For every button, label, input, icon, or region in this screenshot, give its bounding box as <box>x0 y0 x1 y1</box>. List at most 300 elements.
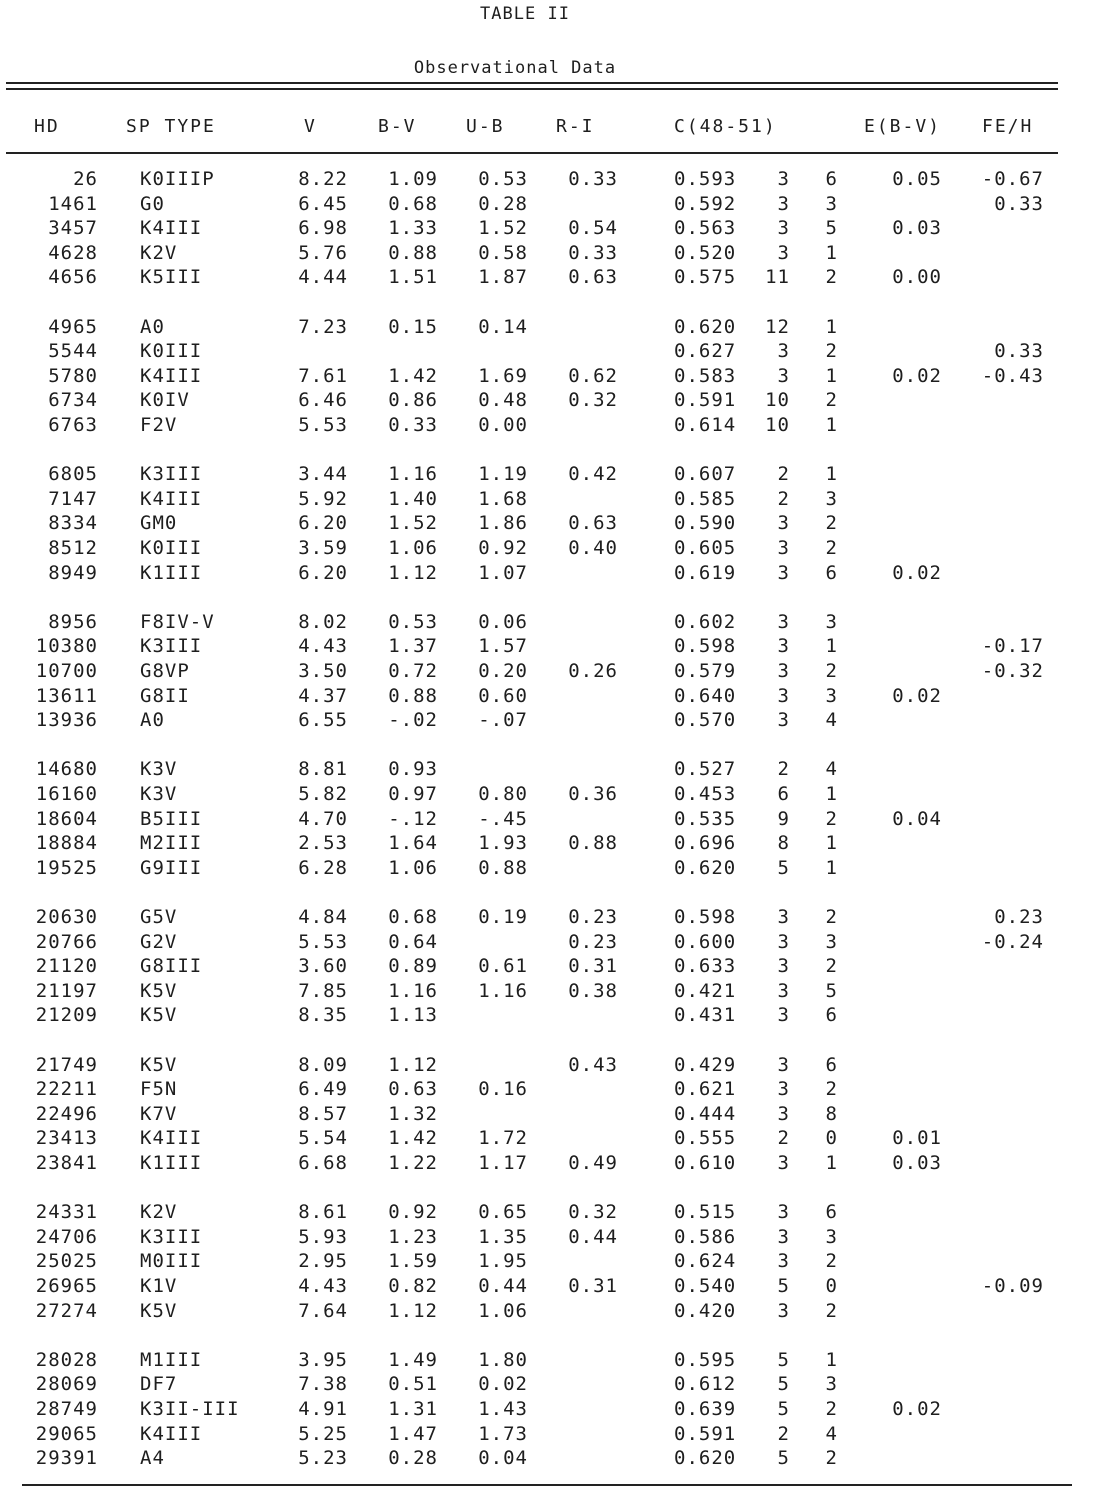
cell-c48-51: 0.591 <box>674 389 737 412</box>
cell-n2: 2 <box>825 1447 838 1470</box>
cell-sp-type: K4III <box>140 487 203 510</box>
cell-hd: 22211 <box>35 1078 98 1101</box>
bottom-rule <box>22 1484 1072 1486</box>
cell-hd: 8949 <box>48 561 98 584</box>
cell-b-v: 1.52 <box>388 512 438 535</box>
table-title: TABLE II <box>480 4 570 24</box>
cell-b-v: 1.23 <box>388 1225 438 1248</box>
cell-sp-type: K3III <box>140 635 203 658</box>
cell-hd: 22496 <box>35 1102 98 1125</box>
cell-b-v: 1.37 <box>388 635 438 658</box>
cell-sp-type: K4III <box>140 1127 203 1150</box>
cell-n2: 1 <box>825 856 838 879</box>
cell-v: 7.64 <box>298 1299 348 1322</box>
table-row <box>0 365 1100 389</box>
cell-v: 5.54 <box>298 1127 348 1150</box>
table-row <box>0 1423 1100 1447</box>
header-c48-51: C(48-51) <box>674 116 777 137</box>
cell-v: 6.68 <box>298 1152 348 1174</box>
cell-n1: 3 <box>777 1152 790 1174</box>
cell-n1: 3 <box>777 192 790 215</box>
cell-sp-type: K0III <box>140 537 203 559</box>
table-row <box>0 660 1100 684</box>
cell-c48-51: 0.555 <box>674 1127 737 1150</box>
cell-b-v: 0.68 <box>388 906 438 928</box>
table-row <box>0 685 1100 709</box>
cell-u-b: 1.95 <box>478 1250 528 1273</box>
cell-v: 7.61 <box>298 364 348 387</box>
cell-v: 5.53 <box>298 930 348 953</box>
cell-n2: 3 <box>825 684 838 707</box>
cell-sp-type: K0IV <box>140 389 190 412</box>
cell-n1: 5 <box>777 1373 790 1396</box>
cell-c48-51: 0.520 <box>674 241 737 264</box>
cell-sp-type: K3V <box>140 758 178 781</box>
cell-n1: 3 <box>777 610 790 633</box>
cell-n1: 5 <box>777 1398 790 1420</box>
cell-n2: 3 <box>825 192 838 215</box>
cell-v: 3.50 <box>298 660 348 682</box>
cell-r-i: 0.88 <box>568 832 618 855</box>
cell-c48-51: 0.605 <box>674 537 737 559</box>
cell-v: 5.82 <box>298 783 348 805</box>
header-u-b: U-B <box>466 116 505 137</box>
cell-n2: 3 <box>825 487 838 510</box>
cell-r-i: 0.38 <box>568 979 618 1002</box>
cell-r-i: 0.23 <box>568 930 618 953</box>
cell-r-i: 0.62 <box>568 364 618 387</box>
header-fe-h: FE/H <box>982 116 1034 137</box>
cell-b-v: 1.47 <box>388 1422 438 1445</box>
cell-r-i: 0.31 <box>568 1275 618 1297</box>
cell-n1: 3 <box>777 340 790 363</box>
cell-c48-51: 0.583 <box>674 364 737 387</box>
cell-n2: 4 <box>825 1422 838 1445</box>
cell-c48-51: 0.453 <box>674 783 737 805</box>
cell-fe-h: 0.33 <box>994 340 1044 363</box>
cell-fe-h: -0.67 <box>981 168 1044 190</box>
cell-u-b: 1.68 <box>478 487 528 510</box>
table-row <box>0 611 1100 635</box>
cell-r-i: 0.33 <box>568 241 618 264</box>
cell-n1: 9 <box>777 807 790 830</box>
cell-hd: 4965 <box>48 315 98 338</box>
cell-r-i: 0.36 <box>568 783 618 805</box>
cell-v: 6.46 <box>298 389 348 412</box>
cell-sp-type: K1III <box>140 1152 203 1174</box>
cell-u-b: 1.06 <box>478 1299 528 1322</box>
cell-sp-type: K0III <box>140 340 203 363</box>
cell-fe-h: -0.09 <box>981 1275 1044 1297</box>
cell-c48-51: 0.563 <box>674 217 737 240</box>
cell-n2: 2 <box>825 512 838 535</box>
cell-hd: 24331 <box>35 1201 98 1224</box>
cell-c48-51: 0.586 <box>674 1225 737 1248</box>
cell-c48-51: 0.515 <box>674 1201 737 1224</box>
cell-b-v: 0.51 <box>388 1373 438 1396</box>
cell-fe-h: 0.23 <box>994 906 1044 928</box>
cell-sp-type: K5V <box>140 1299 178 1322</box>
cell-n1: 5 <box>777 1275 790 1297</box>
table-row <box>0 168 1100 192</box>
cell-n1: 3 <box>777 1201 790 1224</box>
cell-n2: 6 <box>825 1004 838 1027</box>
cell-n2: 1 <box>825 315 838 338</box>
cell-hd: 28069 <box>35 1373 98 1396</box>
cell-n2: 4 <box>825 709 838 732</box>
cell-sp-type: G8VP <box>140 660 190 682</box>
cell-hd: 28749 <box>35 1398 98 1420</box>
header-e-b-v: E(B-V) <box>864 116 942 137</box>
cell-b-v: 1.22 <box>388 1152 438 1174</box>
cell-r-i: 0.40 <box>568 537 618 559</box>
cell-b-v: 0.64 <box>388 930 438 953</box>
cell-v: 3.59 <box>298 537 348 559</box>
cell-sp-type: K4III <box>140 1422 203 1445</box>
cell-c48-51: 0.614 <box>674 414 737 436</box>
cell-sp-type: G8II <box>140 684 190 707</box>
cell-c48-51: 0.639 <box>674 1398 737 1420</box>
cell-n1: 5 <box>777 1348 790 1371</box>
cell-n1: 3 <box>777 168 790 190</box>
cell-n1: 3 <box>777 660 790 682</box>
cell-hd: 8512 <box>48 537 98 559</box>
cell-v: 7.23 <box>298 315 348 338</box>
cell-sp-type: G9III <box>140 856 203 879</box>
table-row <box>0 1398 1100 1422</box>
table-row <box>0 1004 1100 1028</box>
cell-v: 6.49 <box>298 1078 348 1101</box>
header-hd: HD <box>34 116 60 137</box>
cell-hd: 21749 <box>35 1053 98 1076</box>
cell-e-b-v: 0.05 <box>892 168 942 190</box>
cell-hd: 10700 <box>35 660 98 682</box>
cell-r-i: 0.32 <box>568 389 618 412</box>
cell-hd: 3457 <box>48 217 98 240</box>
cell-sp-type: F8IV-V <box>140 610 215 633</box>
cell-r-i: 0.42 <box>568 463 618 486</box>
cell-r-i: 0.63 <box>568 512 618 535</box>
cell-v: 4.84 <box>298 906 348 928</box>
cell-n1: 3 <box>777 364 790 387</box>
cell-v: 8.02 <box>298 610 348 633</box>
cell-hd: 26 <box>73 168 98 190</box>
cell-sp-type: G2V <box>140 930 178 953</box>
cell-b-v: 0.28 <box>388 1447 438 1470</box>
cell-u-b: 0.48 <box>478 389 528 412</box>
cell-u-b: -.45 <box>478 807 528 830</box>
cell-hd: 29391 <box>35 1447 98 1470</box>
cell-sp-type: F5N <box>140 1078 178 1101</box>
cell-b-v: 1.51 <box>388 266 438 289</box>
cell-e-b-v: 0.04 <box>892 807 942 830</box>
cell-n1: 3 <box>777 241 790 264</box>
table-row <box>0 562 1100 586</box>
cell-b-v: 0.82 <box>388 1275 438 1297</box>
cell-v: 5.53 <box>298 414 348 436</box>
cell-u-b: 1.17 <box>478 1152 528 1174</box>
cell-sp-type: DF7 <box>140 1373 178 1396</box>
cell-sp-type: A4 <box>140 1447 165 1470</box>
cell-b-v: 0.86 <box>388 389 438 412</box>
cell-u-b: -.07 <box>478 709 528 732</box>
table-row <box>0 783 1100 807</box>
cell-r-i: 0.31 <box>568 955 618 978</box>
header-r-i: R-I <box>556 116 595 137</box>
cell-fe-h: 0.33 <box>994 192 1044 215</box>
cell-c48-51: 0.600 <box>674 930 737 953</box>
table-row <box>0 758 1100 782</box>
cell-n2: 3 <box>825 1225 838 1248</box>
table-row <box>0 316 1100 340</box>
cell-hd: 8956 <box>48 610 98 633</box>
cell-c48-51: 0.575 <box>674 266 737 289</box>
cell-v: 8.57 <box>298 1102 348 1125</box>
cell-n1: 3 <box>777 1053 790 1076</box>
cell-n2: 1 <box>825 463 838 486</box>
cell-c48-51: 0.591 <box>674 1422 737 1445</box>
table-row <box>0 488 1100 512</box>
cell-n1: 3 <box>777 1004 790 1027</box>
cell-sp-type: A0 <box>140 709 165 732</box>
cell-v: 7.85 <box>298 979 348 1002</box>
cell-b-v: 1.59 <box>388 1250 438 1273</box>
table-row <box>0 1250 1100 1274</box>
cell-n2: 6 <box>825 561 838 584</box>
cell-n2: 8 <box>825 1102 838 1125</box>
cell-v: 8.09 <box>298 1053 348 1076</box>
cell-n2: 5 <box>825 217 838 240</box>
cell-hd: 24706 <box>35 1225 98 1248</box>
cell-v: 4.91 <box>298 1398 348 1420</box>
cell-n2: 6 <box>825 1053 838 1076</box>
cell-n1: 2 <box>777 1422 790 1445</box>
cell-b-v: 1.33 <box>388 217 438 240</box>
cell-e-b-v: 0.01 <box>892 1127 942 1150</box>
cell-c48-51: 0.612 <box>674 1373 737 1396</box>
cell-hd: 18604 <box>35 807 98 830</box>
cell-c48-51: 0.633 <box>674 955 737 978</box>
cell-v: 5.76 <box>298 241 348 264</box>
table-row <box>0 931 1100 955</box>
cell-c48-51: 0.619 <box>674 561 737 584</box>
cell-n2: 2 <box>825 1299 838 1322</box>
table-row <box>0 709 1100 733</box>
cell-n2: 1 <box>825 635 838 658</box>
cell-n2: 2 <box>825 660 838 682</box>
table-row <box>0 414 1100 438</box>
cell-hd: 21197 <box>35 979 98 1002</box>
cell-b-v: 1.32 <box>388 1102 438 1125</box>
cell-u-b: 1.19 <box>478 463 528 486</box>
cell-n2: 2 <box>825 1250 838 1273</box>
cell-n1: 2 <box>777 487 790 510</box>
cell-hd: 26965 <box>35 1275 98 1297</box>
cell-n2: 6 <box>825 168 838 190</box>
cell-n1: 2 <box>777 463 790 486</box>
cell-r-i: 0.23 <box>568 906 618 928</box>
cell-u-b: 1.93 <box>478 832 528 855</box>
cell-n2: 6 <box>825 1201 838 1224</box>
cell-c48-51: 0.590 <box>674 512 737 535</box>
cell-u-b: 1.69 <box>478 364 528 387</box>
cell-sp-type: K4III <box>140 364 203 387</box>
cell-sp-type: F2V <box>140 414 178 436</box>
cell-hd: 6734 <box>48 389 98 412</box>
table-row <box>0 1300 1100 1324</box>
table-row <box>0 955 1100 979</box>
cell-hd: 19525 <box>35 856 98 879</box>
cell-hd: 4656 <box>48 266 98 289</box>
cell-c48-51: 0.570 <box>674 709 737 732</box>
cell-sp-type: K3III <box>140 1225 203 1248</box>
cell-r-i: 0.32 <box>568 1201 618 1224</box>
cell-sp-type: K1III <box>140 561 203 584</box>
cell-n2: 2 <box>825 266 838 289</box>
cell-n2: 5 <box>825 979 838 1002</box>
cell-hd: 23413 <box>35 1127 98 1150</box>
cell-n2: 2 <box>825 340 838 363</box>
cell-e-b-v: 0.02 <box>892 364 942 387</box>
cell-hd: 20630 <box>35 906 98 928</box>
cell-c48-51: 0.431 <box>674 1004 737 1027</box>
table-row <box>0 1447 1100 1471</box>
cell-b-v: 0.33 <box>388 414 438 436</box>
table-row <box>0 980 1100 1004</box>
cell-v: 6.20 <box>298 561 348 584</box>
cell-b-v: 0.97 <box>388 783 438 805</box>
cell-n1: 11 <box>765 266 790 289</box>
cell-n2: 3 <box>825 1373 838 1396</box>
cell-c48-51: 0.627 <box>674 340 737 363</box>
cell-n2: 1 <box>825 364 838 387</box>
cell-c48-51: 0.585 <box>674 487 737 510</box>
cell-b-v: 1.42 <box>388 1127 438 1150</box>
cell-b-v: 0.68 <box>388 192 438 215</box>
cell-sp-type: K5V <box>140 1004 178 1027</box>
cell-v: 4.70 <box>298 807 348 830</box>
cell-c48-51: 0.602 <box>674 610 737 633</box>
cell-u-b: 0.02 <box>478 1373 528 1396</box>
cell-n2: 4 <box>825 758 838 781</box>
cell-c48-51: 0.421 <box>674 979 737 1002</box>
table-row <box>0 1078 1100 1102</box>
cell-sp-type: A0 <box>140 315 165 338</box>
cell-b-v: 1.12 <box>388 1299 438 1322</box>
cell-e-b-v: 0.03 <box>892 1152 942 1174</box>
cell-u-b: 1.72 <box>478 1127 528 1150</box>
cell-hd: 16160 <box>35 783 98 805</box>
cell-r-i: 0.26 <box>568 660 618 682</box>
cell-n2: 3 <box>825 930 838 953</box>
cell-v: 3.95 <box>298 1348 348 1371</box>
cell-c48-51: 0.535 <box>674 807 737 830</box>
cell-b-v: 0.93 <box>388 758 438 781</box>
cell-v: 6.28 <box>298 856 348 879</box>
cell-c48-51: 0.579 <box>674 660 737 682</box>
cell-c48-51: 0.620 <box>674 315 737 338</box>
cell-n1: 3 <box>777 955 790 978</box>
table-row <box>0 1152 1100 1176</box>
cell-v: 4.44 <box>298 266 348 289</box>
cell-v: 8.35 <box>298 1004 348 1027</box>
cell-v: 5.92 <box>298 487 348 510</box>
cell-sp-type: M0III <box>140 1250 203 1273</box>
cell-c48-51: 0.598 <box>674 635 737 658</box>
cell-hd: 5544 <box>48 340 98 363</box>
cell-sp-type: K7V <box>140 1102 178 1125</box>
cell-e-b-v: 0.00 <box>892 266 942 289</box>
cell-n1: 6 <box>777 783 790 805</box>
cell-v: 6.98 <box>298 217 348 240</box>
table-row <box>0 463 1100 487</box>
cell-u-b: 0.00 <box>478 414 528 436</box>
cell-hd: 5780 <box>48 364 98 387</box>
cell-n1: 3 <box>777 930 790 953</box>
cell-fe-h: -0.17 <box>981 635 1044 658</box>
cell-n1: 3 <box>777 537 790 559</box>
cell-n1: 8 <box>777 832 790 855</box>
table-row <box>0 1127 1100 1151</box>
table-row <box>0 266 1100 290</box>
cell-n1: 3 <box>777 906 790 928</box>
cell-hd: 8334 <box>48 512 98 535</box>
table-row <box>0 1373 1100 1397</box>
cell-hd: 4628 <box>48 241 98 264</box>
cell-r-i: 0.63 <box>568 266 618 289</box>
cell-n1: 3 <box>777 1102 790 1125</box>
cell-b-v: -.12 <box>388 807 438 830</box>
table-row <box>0 340 1100 364</box>
cell-u-b: 0.92 <box>478 537 528 559</box>
cell-b-v: 1.12 <box>388 561 438 584</box>
cell-sp-type: K5V <box>140 979 178 1002</box>
cell-b-v: 1.64 <box>388 832 438 855</box>
cell-c48-51: 0.540 <box>674 1275 737 1297</box>
cell-v: 5.93 <box>298 1225 348 1248</box>
cell-c48-51: 0.696 <box>674 832 737 855</box>
cell-sp-type: K2V <box>140 1201 178 1224</box>
cell-n1: 3 <box>777 1078 790 1101</box>
cell-u-b: 0.04 <box>478 1447 528 1470</box>
cell-hd: 1461 <box>48 192 98 215</box>
cell-u-b: 1.80 <box>478 1348 528 1371</box>
cell-v: 6.55 <box>298 709 348 732</box>
cell-v: 4.43 <box>298 1275 348 1297</box>
cell-n2: 3 <box>825 610 838 633</box>
table-row <box>0 1201 1100 1225</box>
cell-hd: 6763 <box>48 414 98 436</box>
cell-u-b: 0.60 <box>478 684 528 707</box>
cell-n2: 1 <box>825 783 838 805</box>
cell-u-b: 0.14 <box>478 315 528 338</box>
cell-n1: 2 <box>777 1127 790 1150</box>
table-row <box>0 1349 1100 1373</box>
cell-hd: 13936 <box>35 709 98 732</box>
cell-b-v: 1.16 <box>388 979 438 1002</box>
cell-c48-51: 0.624 <box>674 1250 737 1273</box>
cell-hd: 13611 <box>35 684 98 707</box>
cell-b-v: 1.31 <box>388 1398 438 1420</box>
cell-sp-type: G0 <box>140 192 165 215</box>
cell-hd: 27274 <box>35 1299 98 1322</box>
cell-u-b: 1.57 <box>478 635 528 658</box>
cell-n1: 5 <box>777 1447 790 1470</box>
cell-sp-type: K5V <box>140 1053 178 1076</box>
cell-c48-51: 0.640 <box>674 684 737 707</box>
cell-n1: 3 <box>777 1250 790 1273</box>
cell-u-b: 0.28 <box>478 192 528 215</box>
